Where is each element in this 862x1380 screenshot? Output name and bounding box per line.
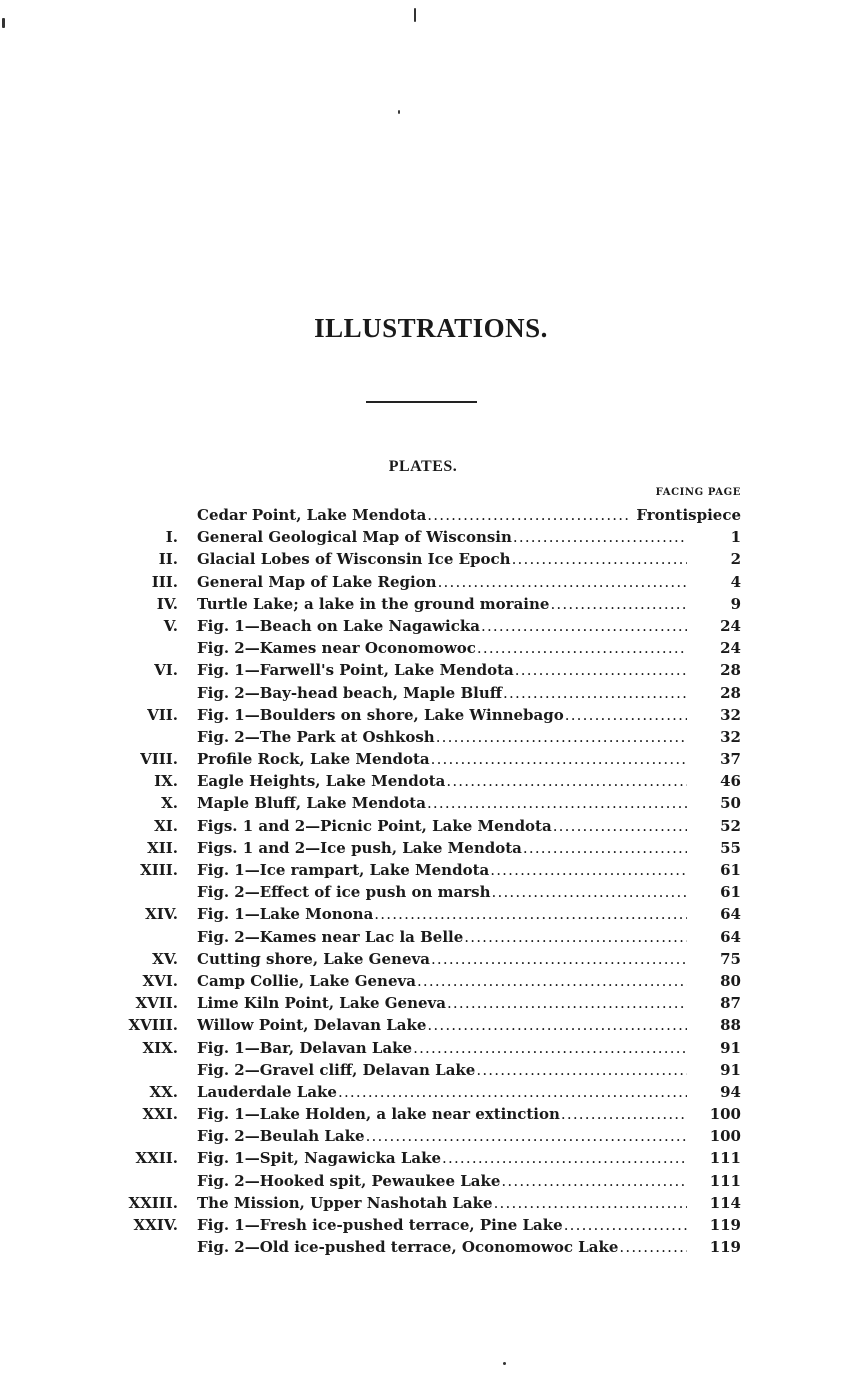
entry-title-row [197, 948, 687, 970]
plate-numeral: XX. [149, 1082, 178, 1101]
plate-title: Lauderdale Lake [197, 1082, 337, 1101]
dot-leader [476, 637, 687, 659]
dot-leader [426, 792, 687, 814]
entry-title-row [197, 992, 687, 1014]
dot-leader [491, 881, 687, 903]
plate-title: Fig. 2—Beulah Lake [197, 1127, 365, 1146]
plate-title: Fig. 2—Kames near Oconomowoc [197, 639, 476, 658]
entry-title-row [197, 1125, 687, 1147]
page-number: 114 [709, 1193, 741, 1212]
page-number: 55 [720, 838, 741, 857]
plate-title: Fig. 1—Lake Monona [197, 905, 374, 924]
list-item [0, 770, 862, 792]
page-number: 119 [709, 1216, 741, 1234]
page-number: 119 [709, 1238, 741, 1257]
page-number: 28 [720, 683, 741, 702]
dot-leader [445, 770, 687, 792]
list-item [0, 726, 862, 748]
plate-numeral: XXIII. [128, 1193, 178, 1212]
page-number: 24 [720, 616, 741, 635]
scan-speck [398, 110, 400, 114]
page-number: 52 [720, 816, 741, 835]
list-item [0, 837, 862, 859]
plate-title: Fig. 1—Fresh ice-pushed terrace, Pine Lake [197, 1216, 563, 1234]
list-item [0, 815, 862, 837]
plate-numeral: XVII. [135, 994, 178, 1013]
plate-numeral: XVIII. [128, 1016, 178, 1035]
list-item [0, 1059, 862, 1081]
plate-numeral: VIII. [140, 750, 178, 769]
page-number: 61 [720, 861, 741, 879]
list-item [0, 704, 862, 726]
plate-numeral: VI. [154, 661, 178, 680]
plate-title: Eagle Heights, Lake Mendota [197, 772, 446, 791]
page-number: 91 [720, 1060, 741, 1079]
entry-title-row [197, 1236, 687, 1258]
plate-title: Fig. 1—Beach on Lake Nagawicka [197, 616, 480, 635]
page-number: 100 [709, 1105, 741, 1124]
plate-numeral: XIV. [145, 905, 178, 924]
title-rule [366, 401, 477, 403]
page-number: 37 [720, 750, 741, 769]
dot-leader [430, 948, 687, 970]
entry-title-row [197, 1147, 687, 1169]
plate-title: Fig. 2—Old ice-pushed terrace, Oconomowoc Lake [197, 1238, 619, 1257]
dot-leader [563, 1214, 687, 1236]
dot-leader [522, 837, 687, 859]
plate-numeral: II. [158, 550, 178, 569]
entry-title-row [197, 1037, 687, 1059]
plate-title: Maple Bluff, Lake Mendota [197, 794, 426, 813]
list-item [0, 1037, 862, 1059]
entry-title-row [197, 1214, 687, 1236]
dot-leader [437, 571, 687, 593]
plate-title: Fig. 1—Boulders on shore, Lake Winnebago [197, 705, 564, 724]
plate-numeral: IV. [156, 594, 178, 613]
list-item [0, 1125, 862, 1147]
dot-leader [511, 548, 687, 570]
list-item [0, 903, 862, 925]
list-item [0, 792, 862, 814]
page-number: 88 [720, 1016, 741, 1035]
page-number: 61 [720, 883, 741, 902]
page-number: 32 [720, 727, 741, 746]
plate-numeral: V. [163, 616, 178, 635]
plate-title: Fig. 2—Effect of ice push on marsh [197, 883, 491, 902]
list-item [0, 1081, 862, 1103]
plate-title: Fig. 2—Kames near Lac la Belle [197, 927, 464, 946]
page-number: 32 [720, 705, 741, 724]
dot-leader [365, 1125, 687, 1147]
plate-title: Profile Rock, Lake Mendota [197, 750, 430, 769]
page-number: 4 [730, 572, 741, 591]
dot-leader [426, 1014, 687, 1036]
list-item [0, 593, 862, 615]
plate-numeral: IX. [154, 772, 178, 791]
plate-numeral: XXIV. [133, 1216, 178, 1234]
list-item [0, 571, 862, 593]
list-item [0, 948, 862, 970]
list-item [0, 970, 862, 992]
plate-title: Lime Kiln Point, Lake Geneva [197, 994, 446, 1013]
plate-title: Cedar Point, Lake Mendota [197, 506, 427, 524]
dot-leader [502, 682, 687, 704]
page-number: 64 [720, 905, 741, 924]
plate-title: Camp Collie, Lake Geneva [197, 971, 416, 990]
entry-title-row [197, 881, 687, 903]
entry-title-row [197, 770, 687, 792]
page-number: 111 [709, 1149, 741, 1168]
entry-title-row [197, 593, 687, 615]
entry-title-row [197, 903, 687, 925]
list-item [0, 637, 862, 659]
plate-numeral: I. [165, 528, 178, 547]
page-number: 91 [720, 1038, 741, 1057]
dot-leader [493, 1192, 687, 1214]
entry-title-row [197, 704, 687, 726]
page-title: ILLUSTRATIONS. [314, 313, 548, 343]
plate-title: Figs. 1 and 2—Ice push, Lake Mendota [197, 838, 522, 857]
plate-numeral: X. [161, 794, 178, 813]
page-number: 28 [720, 661, 741, 680]
plate-title: Fig. 1—Spit, Nagawicka Lake [197, 1149, 442, 1168]
entry-title-row [197, 815, 687, 837]
dot-leader [430, 748, 687, 770]
list-item [0, 1214, 862, 1236]
entry-title-row [197, 926, 687, 948]
page-number: 24 [720, 639, 741, 658]
page-number: 64 [720, 927, 741, 946]
plate-title: Cutting shore, Lake Geneva [197, 949, 430, 968]
scan-speck [2, 18, 5, 28]
dot-leader [475, 1059, 687, 1081]
list-item [0, 1192, 862, 1214]
dot-leader [337, 1081, 687, 1103]
page-number: 75 [720, 949, 741, 968]
page-number: 2 [730, 550, 741, 569]
plate-title: General Map of Lake Region [197, 572, 437, 591]
list-item [0, 526, 862, 548]
list-item [0, 1147, 862, 1169]
page-number: 87 [720, 994, 741, 1013]
scan-speck [414, 8, 416, 22]
dot-leader [560, 1103, 687, 1125]
entry-title-row [197, 615, 687, 637]
page-number: 80 [720, 971, 741, 990]
page-number: 111 [709, 1171, 741, 1190]
plate-title: Figs. 1 and 2—Picnic Point, Lake Mendota [197, 816, 552, 835]
dot-leader [618, 1236, 687, 1258]
list-item [0, 659, 862, 681]
dot-leader [564, 704, 687, 726]
plate-title: Fig. 2—Hooked spit, Pewaukee Lake [197, 1171, 501, 1190]
entry-title-row [197, 637, 687, 659]
dot-leader [512, 526, 687, 548]
entry-title-row [197, 548, 687, 570]
list-item [0, 615, 862, 637]
entry-title-row [197, 571, 687, 593]
plate-title: The Mission, Upper Nashotah Lake [197, 1193, 493, 1212]
page-number: 1 [730, 528, 741, 547]
entry-title-row [197, 792, 687, 814]
entry-title-row [197, 1192, 687, 1214]
entry-title-row [197, 504, 629, 526]
plate-title: Fig. 2—Gravel cliff, Delavan Lake [197, 1060, 476, 1079]
dot-leader [373, 903, 687, 925]
dot-leader [489, 859, 687, 881]
plate-title: Fig. 2—The Park at Oshkosh [197, 727, 435, 746]
entry-title-row [197, 659, 687, 681]
entry-title-row [197, 682, 687, 704]
plates-list [0, 504, 862, 1258]
list-item [0, 1103, 862, 1125]
column-header: FACING PAGE [655, 487, 741, 498]
section-heading: PLATES. [388, 458, 458, 475]
plate-numeral: XVI. [142, 971, 178, 990]
dot-leader [426, 504, 629, 526]
plate-title: Turtle Lake; a lake in the ground moraine [197, 594, 550, 613]
list-item [0, 1236, 862, 1258]
page-number: 50 [720, 794, 741, 813]
plate-numeral: XXII. [135, 1149, 178, 1168]
plate-title: Fig. 1—Farwell's Point, Lake Mendota [197, 661, 514, 680]
list-item [0, 548, 862, 570]
plate-numeral: XII. [147, 838, 178, 857]
plate-title: General Geological Map of Wisconsin [197, 528, 512, 547]
plate-numeral: XI. [154, 816, 178, 835]
plate-title: Fig. 1—Bar, Delavan Lake [197, 1038, 413, 1057]
page-number: 9 [730, 594, 741, 613]
list-item [0, 504, 862, 526]
page-number: 46 [720, 772, 741, 791]
entry-title-row [197, 859, 687, 881]
list-item [0, 992, 862, 1014]
dot-leader [552, 815, 687, 837]
plate-numeral: XXI. [142, 1105, 178, 1124]
dot-leader [441, 1147, 687, 1169]
dot-leader [514, 659, 687, 681]
entry-title-row [197, 1059, 687, 1081]
list-item [0, 926, 862, 948]
list-item [0, 859, 862, 881]
entry-title-row [197, 1081, 687, 1103]
dot-leader [549, 593, 687, 615]
dot-leader [500, 1170, 687, 1192]
dot-leader [412, 1037, 687, 1059]
entry-title-row [197, 837, 687, 859]
plate-title: Glacial Lobes of Wisconsin Ice Epoch [197, 550, 511, 569]
dot-leader [480, 615, 687, 637]
entry-title-row [197, 726, 687, 748]
plate-numeral: XIII. [140, 861, 178, 879]
list-item [0, 881, 862, 903]
list-item [0, 1014, 862, 1036]
list-item [0, 748, 862, 770]
dot-leader [463, 926, 687, 948]
list-item [0, 682, 862, 704]
plate-title: Fig. 2—Bay-head beach, Maple Bluff [197, 683, 503, 702]
page-number: 94 [720, 1082, 741, 1101]
dot-leader [416, 970, 687, 992]
plate-numeral: XIX. [142, 1038, 178, 1057]
plate-title: Fig. 1—Ice rampart, Lake Mendota [197, 861, 490, 879]
list-item [0, 1170, 862, 1192]
entry-title-row [197, 1014, 687, 1036]
plate-numeral: XV. [152, 949, 178, 968]
plate-numeral: III. [151, 572, 178, 591]
entry-title-row [197, 970, 687, 992]
plate-title: Fig. 1—Lake Holden, a lake near extinction [197, 1105, 560, 1124]
entry-title-row [197, 1103, 687, 1125]
entry-title-row [197, 526, 687, 548]
page-number: 100 [709, 1127, 741, 1146]
dot-leader [446, 992, 687, 1014]
plate-title: Willow Point, Delavan Lake [197, 1016, 427, 1035]
scan-speck [503, 1362, 506, 1365]
plate-numeral: VII. [147, 705, 178, 724]
entry-title-row [197, 748, 687, 770]
page-number: Frontispiece [636, 506, 741, 524]
entry-title-row [197, 1170, 687, 1192]
dot-leader [435, 726, 687, 748]
